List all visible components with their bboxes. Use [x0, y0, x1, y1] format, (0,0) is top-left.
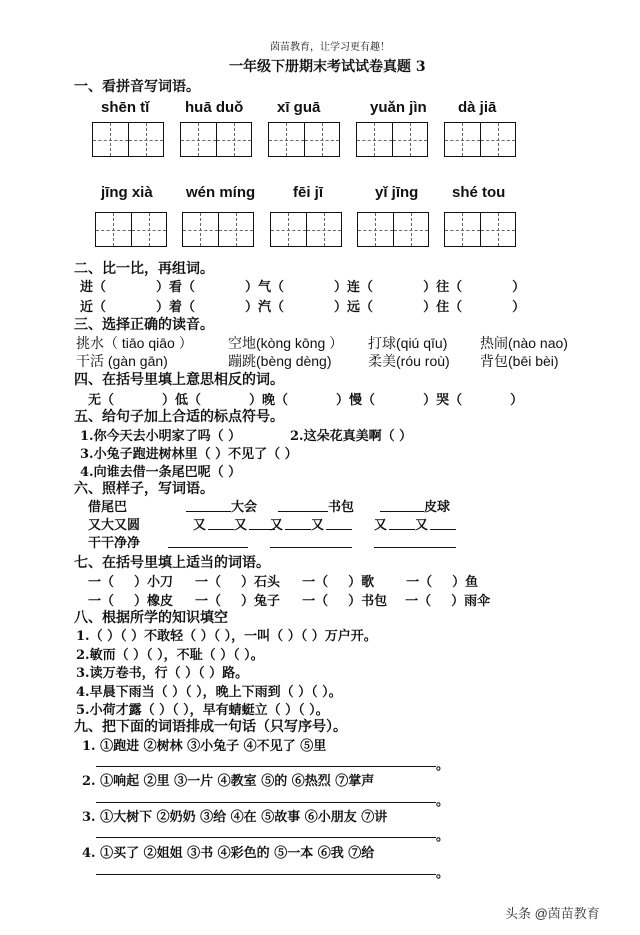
writing-box[interactable]	[92, 122, 164, 157]
blank-line[interactable]	[430, 529, 456, 530]
writing-box[interactable]	[180, 122, 252, 157]
section-6-heading: 六、照样子，写词语。	[74, 481, 214, 497]
pronunciation-item: 热闹(nào nao)	[480, 335, 568, 351]
antonym-item: ）	[510, 393, 524, 408]
measure-item: ）小刀	[134, 575, 174, 590]
measure-item: ）鱼	[452, 575, 479, 590]
writing-box[interactable]	[95, 212, 167, 247]
compare-item: 近（	[80, 300, 107, 315]
writing-box[interactable]	[270, 212, 342, 247]
pronunciation-item: 柔美(róu roù)	[368, 353, 450, 369]
example-word: 干干净净	[88, 536, 141, 551]
measure-item: ）石头	[241, 575, 281, 590]
blank-line[interactable]	[285, 529, 311, 530]
compare-row-2	[80, 296, 525, 315]
compare-item: ）看（	[156, 280, 196, 295]
writing-box[interactable]	[356, 122, 428, 157]
blank-line[interactable]	[374, 547, 456, 548]
answer-line[interactable]	[96, 837, 436, 838]
compare-item: 进（	[80, 280, 107, 295]
compare-item: ）	[512, 280, 526, 295]
blank-line[interactable]	[326, 529, 352, 530]
writing-box[interactable]	[444, 122, 516, 157]
writing-box[interactable]	[182, 212, 254, 247]
pronunciation-item: 挑水（ tiāo qiāo ）	[76, 335, 193, 351]
measure-item: 一（	[406, 575, 433, 590]
blank-line[interactable]	[208, 529, 234, 530]
measure-item: ）歌	[348, 575, 375, 590]
measure-item: 一（	[405, 594, 432, 609]
period-mark: 。	[436, 794, 450, 809]
pinyin-label: jīng xià	[101, 184, 153, 201]
measure-item: 一（	[195, 575, 222, 590]
measure-item: 一（	[302, 575, 329, 590]
answer-line[interactable]	[96, 874, 436, 875]
blank-line[interactable]	[380, 511, 424, 512]
order-question-1: 1. ①跑进 ②树林 ③小兔子 ④不见了 ⑤里	[82, 739, 327, 754]
you-char: 又	[193, 518, 207, 533]
blank-line[interactable]	[270, 547, 352, 548]
order-question-4: 4. ①买了 ②姐姐 ③书 ④彩色的 ⑤一本 ⑥我 ⑦给	[82, 846, 375, 861]
pinyin-label: dà jiā	[458, 99, 497, 116]
you-char: 又	[415, 518, 429, 533]
compare-row-1	[80, 276, 525, 295]
pronunciation-item: 空地(kòng kōng ）	[228, 335, 344, 351]
example-word: 借尾巴	[88, 500, 128, 515]
fill-line-3: 3.读万卷书，行（ ）（ ）路。	[76, 666, 249, 681]
order-question-2: 2. ①响起 ②里 ③一片 ④教室 ⑤的 ⑥热烈 ⑦掌声	[82, 774, 375, 789]
measure-item: 一（	[88, 575, 115, 590]
measure-row-1	[88, 571, 478, 590]
measure-item: ）橡皮	[134, 594, 174, 609]
period-mark: 。	[436, 866, 450, 881]
measure-item: ）兔子	[241, 594, 281, 609]
pinyin-label: fēi jī	[293, 184, 324, 201]
pronunciation-item: 背包(bēi bèi)	[480, 353, 559, 369]
page-title: 一年级下册期末考试试卷真题 3	[229, 59, 426, 75]
compare-item: ）汽（	[245, 300, 285, 315]
section-2-heading: 二、比一比，再组词。	[74, 261, 214, 277]
antonym-item: 无（	[88, 393, 115, 408]
blank-line[interactable]	[168, 547, 248, 548]
measure-item: ）雨伞	[451, 594, 491, 609]
section-3-heading: 三、选择正确的读音。	[74, 317, 214, 333]
you-char: 又	[374, 518, 388, 533]
blank-line[interactable]	[186, 511, 231, 512]
fill-line-5: 5.小荷才露（ ）（ ），早有蜻蜓立（ ）（ ）。	[76, 703, 329, 718]
compare-item: ）远（	[334, 300, 374, 315]
order-question-3: 3. ①大树下 ②奶奶 ③给 ④在 ⑤故事 ⑥小朋友 ⑦讲	[82, 810, 388, 825]
you-char: 又	[234, 518, 248, 533]
compare-item: ）住（	[423, 300, 463, 315]
example-word: 又大又圆	[88, 518, 141, 533]
section-8-heading: 八、根据所学的知识填空	[74, 610, 228, 626]
pronunciation-item: 打球(qiú qīu)	[368, 335, 448, 351]
pinyin-label: yuǎn jìn	[370, 99, 427, 116]
compare-item: ）气（	[245, 280, 285, 295]
you-char: 又	[311, 518, 325, 533]
writing-box[interactable]	[444, 212, 516, 247]
compare-item: ）连（	[334, 280, 374, 295]
measure-item: ）书包	[348, 594, 388, 609]
compare-item: ）往（	[423, 280, 463, 295]
pinyin-label: huā duǒ	[185, 99, 244, 116]
writing-box[interactable]	[268, 122, 340, 157]
writing-box[interactable]	[357, 212, 429, 247]
antonym-item: ）低（	[162, 393, 202, 408]
period-mark: 。	[436, 758, 450, 773]
pinyin-label: xī guā	[277, 99, 321, 116]
blank-line[interactable]	[278, 511, 328, 512]
pinyin-label: yǐ jīng	[375, 184, 419, 201]
antonym-item: ）慢（	[336, 393, 376, 408]
measure-item: 一（	[88, 594, 115, 609]
fill-line-2: 2.敏而（ ）（ ），不耻（ ）（ ）。	[76, 648, 264, 663]
word-label: 皮球	[424, 500, 451, 515]
answer-line[interactable]	[96, 766, 436, 767]
compare-item: ）着（	[156, 300, 196, 315]
section-5-heading: 五、给句子加上合适的标点符号。	[74, 409, 284, 425]
pinyin-label: wén míng	[186, 184, 256, 201]
antonym-item: ）哭（	[423, 393, 463, 408]
punctuation-q4: 4.向谁去借一条尾巴呢（ ）	[80, 465, 242, 480]
header-tagline: 茵苗教育，让学习更有趣！	[270, 42, 390, 53]
compare-item: ）	[512, 300, 526, 315]
antonym-item: ）晚（	[249, 393, 289, 408]
punctuation-q2: 2.这朵花真美啊（ ）	[290, 429, 413, 444]
pinyin-label: shé tou	[452, 184, 506, 201]
word-label: 大会	[231, 500, 258, 515]
punctuation-q3: 3.小兔子跑进树林里（ ）不见了（ ）	[80, 447, 298, 462]
blank-line[interactable]	[389, 529, 415, 530]
measure-item: 一（	[195, 594, 222, 609]
punctuation-q1: 1.你今天去小明家了吗（ ）	[80, 429, 242, 444]
period-mark: 。	[436, 829, 450, 844]
watermark: 头条 @茵苗教育	[505, 906, 600, 921]
word-label: 书包	[328, 500, 355, 515]
section-1-heading: 一、看拼音写词语。	[74, 79, 200, 95]
pronunciation-item: 蹦跳(bèng dèng)	[228, 353, 332, 369]
section-9-heading: 九、把下面的词语排成一句话（只写序号）。	[74, 719, 347, 735]
measure-item: 一（	[302, 594, 329, 609]
pinyin-label: shēn tǐ	[101, 99, 150, 116]
section-4-heading: 四、在括号里填上意思相反的词。	[74, 372, 284, 388]
answer-line[interactable]	[96, 802, 436, 803]
pronunciation-item: 干活 (gàn gān)	[76, 353, 168, 369]
fill-line-4: 4.早晨下雨当（ ）（ ），晚上下雨到（ ）（ ）。	[76, 685, 342, 700]
you-char: 又	[270, 518, 284, 533]
section-7-heading: 七、在括号里填上适当的词语。	[74, 555, 270, 571]
fill-line-1: 1.（ ）（ ）不敢轻（ ）（ ），一叫（ ）（ ）万户开。	[76, 629, 377, 644]
